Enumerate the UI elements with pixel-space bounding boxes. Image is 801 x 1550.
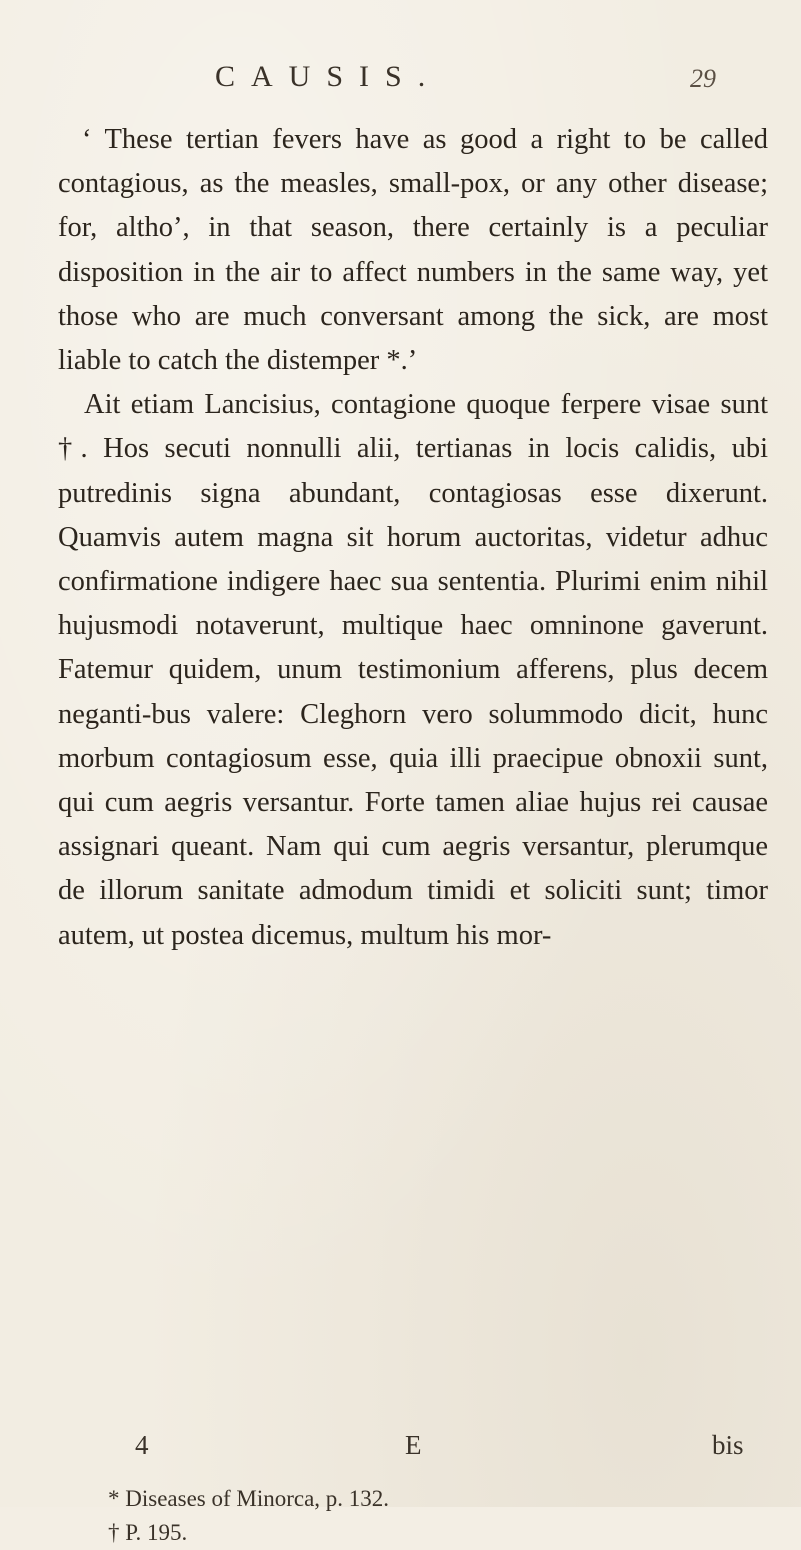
signature-letter: E — [405, 1430, 426, 1460]
catchline — [0, 1430, 801, 1470]
body-text — [58, 118, 768, 958]
running-head-title: CAUSIS. — [215, 60, 442, 93]
signature-number: 4 — [135, 1430, 149, 1460]
english-quotation-paragraph: ‘ These tertian fevers have as good a right to be called contagious, as the measles, small-pox, or any other disease; for, altho’, in that season, there certainly is a peculiar disposition in the air to affect numbers in the same way, yet those who are much conversant among the sick, are most liable to catch the distemper *.’ — [58, 124, 768, 377]
running-head — [0, 60, 801, 110]
footnote-2: † P. 195. — [108, 1520, 188, 1545]
catchword: bis — [712, 1430, 744, 1460]
footnote-1: * Diseases of Minorca, p. 132. — [108, 1486, 390, 1511]
page-number: 29 — [690, 64, 716, 93]
footnotes — [108, 1482, 389, 1550]
latin-paragraph: Ait etiam Lancisius, contagione quoque ferpere visae sunt †. Hos secuti nonnulli alii, tertianas in locis calidis, ubi putredinis signa abundant, contagiosas esse dixerunt. Quamvis autem magna sit horum auctoritas, videtur adhuc confirmatione indigere haec sua sententia. Plurimi enim nihil hujusmodi notaverunt, multique haec omninone gaverunt. Fatemur quidem, unum testimonium afferens, plus decem neganti-bus valere: Cleghorn vero solummodo dicit, hunc morbum contagiosum esse, quia illi praecipue obnoxii sunt, qui cum aegris versantur. Forte tamen aliae hujus rei causae assignari queant. Nam qui cum aegris versantur, plerumque de illorum sanitate admodum timidi et soliciti sunt; timor autem, ut postea dicemus, multum his mor- — [58, 389, 768, 951]
